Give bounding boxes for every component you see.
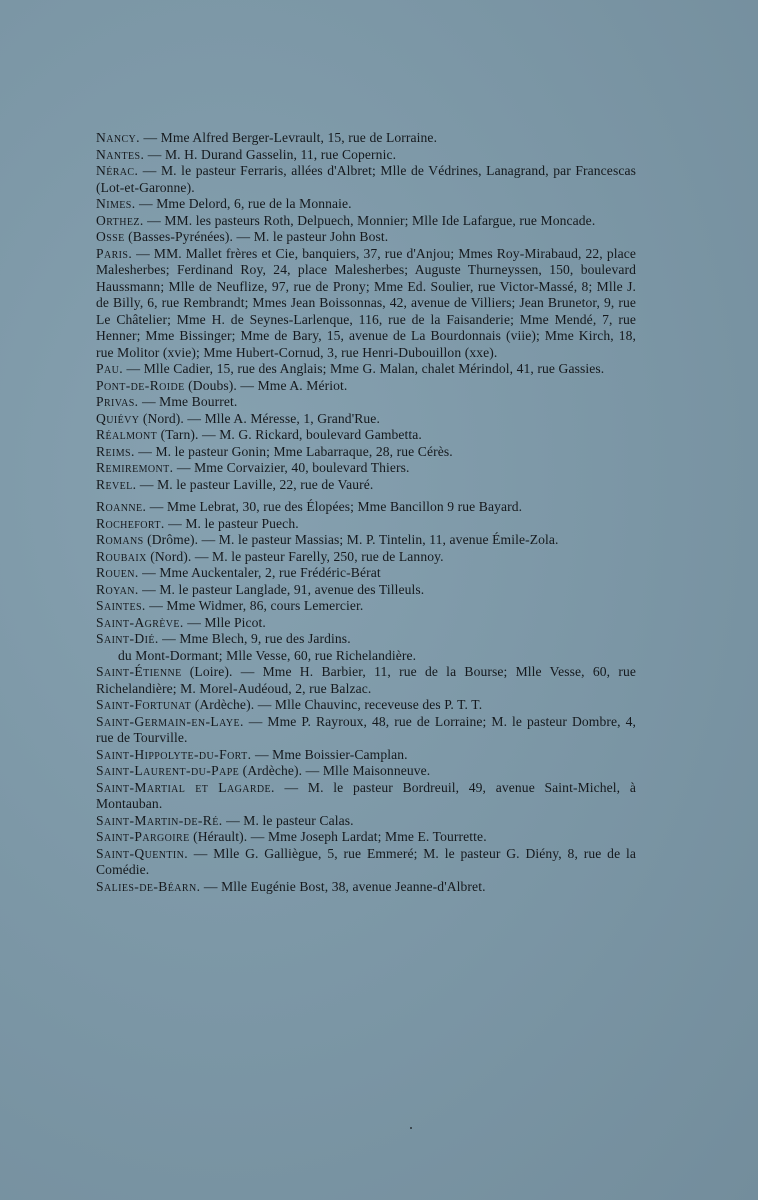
list-item	[96, 196, 636, 213]
address-list	[96, 130, 636, 895]
place-name: Nancy.	[96, 130, 140, 145]
list-item	[96, 549, 636, 566]
list-item	[96, 460, 636, 477]
place-name: Royan.	[96, 581, 139, 597]
list-item	[96, 378, 636, 395]
list-item	[96, 813, 636, 830]
entry-text: (Ardèche). — Mlle Maisonneuve.	[239, 763, 431, 778]
entry-text: (Ardèche). — Mlle Chauvinc, receveuse des P. T. T.	[191, 697, 483, 712]
entry-text: — M. le pasteur Langlade, 91, avenue des Tilleuls.	[138, 581, 425, 597]
list-item	[96, 664, 636, 697]
entry-text: — Mme Boissier-Camplan.	[251, 746, 408, 762]
entry-text: — Mlle Eugénie Bost, 38, avenue Jeanne-d'Albret.	[200, 878, 486, 894]
place-name: Pau.	[96, 361, 124, 376]
list-item	[96, 477, 636, 494]
entry-text: — Mlle Picot.	[183, 614, 266, 630]
place-name: Roanne.	[96, 499, 147, 514]
place-name: Reims.	[96, 443, 135, 459]
entry-text: — M. le pasteur Calas.	[222, 812, 354, 828]
entry-text: — MM. Mallet frères et Cie, banquiers, 37, rue d'Anjou; Mmes Roy-Mirabaud, 22, place Malesherbes; Ferdinand Roy, 24, place Malesherbes; Auguste Thurneyssen, 150, boulevard Haussmann; Mlle de Neuflize, 97, rue de Prony; Mme Ed. Soulier, rue Victor-Massé, 8; Mlle J. de Billy, 6, rue Rembrandt; Mmes Jean Boissonnas, 42, avenue de Villiers; Jean Brunetor, 9, rue Le Châtelier; Mme H. de Seynes-Larlenque, 116, rue de la Faisanderie; Mme Mendé, 7, rue Henner; Mme Bissinger; Mme de Bary, 15, avenue de La Bourdonnais (viie); Mme Kirch, 18, rue Molitor (xvie); Mme Hubert-Cornud, 3, rue Henri-Dubouillon (xxe).	[96, 245, 636, 360]
place-name: Saint-Fortunat	[96, 697, 192, 712]
entry-text: — Mlle G. Galliègue, 5, rue Emmeré; M. le pasteur G. Diény, 8, rue de la Comédie.	[96, 845, 636, 877]
place-name: Rochefort.	[96, 515, 165, 531]
entry-text: — M. le pasteur Puech.	[164, 515, 299, 531]
entry-text: — Mme Widmer, 86, cours Lemercier.	[145, 598, 364, 613]
list-item	[96, 361, 636, 378]
entry-text: (Doubs). — Mme A. Mériot.	[184, 377, 348, 393]
entry-text: — M. le pasteur Ferraris, allées d'Albret; Mlle de Védrines, Lanagrand, par Francescas (Lot-et-Garonne).	[96, 163, 636, 195]
list-item	[96, 846, 636, 879]
entry-text: — Mme Auckentaler, 2, rue Frédéric-Bérat	[138, 565, 381, 580]
list-item	[96, 565, 636, 582]
place-name: Saintes.	[96, 598, 146, 613]
list-item	[96, 747, 636, 764]
entry-text: (Drôme). — M. le pasteur Massias; M. P. Tintelin, 11, avenue Émile-Zola.	[143, 532, 559, 547]
list-item	[96, 499, 636, 516]
list-item	[96, 714, 636, 747]
list-item	[96, 582, 636, 599]
entry-text: — M. H. Durand Gasselin, 11, rue Copernic.	[144, 146, 397, 162]
entry-text: — Mme Lebrat, 30, rue des Élopées; Mme Bancillon 9 rue Bayard.	[146, 499, 523, 514]
place-name: Privas.	[96, 394, 139, 409]
list-item	[96, 631, 636, 664]
place-name: Saint-Pargoire	[96, 829, 190, 844]
entry-text: (Nord). — M. le pasteur Farelly, 250, rue de Lannoy.	[146, 548, 444, 564]
list-item	[96, 394, 636, 411]
entry-text: — MM. les pasteurs Roth, Delpuech, Monnier; Mlle Ide Lafargue, rue Moncade.	[143, 212, 596, 228]
place-name: Saint-Quentin.	[96, 845, 188, 861]
entry-text: — Mme Bourret.	[138, 394, 238, 409]
list-item	[96, 411, 636, 428]
place-name: Osse	[96, 229, 125, 244]
entry-text: — Mlle Cadier, 15, rue des Anglais; Mme G. Malan, chalet Mérindol, 41, rue Gassies.	[123, 361, 605, 376]
list-item	[96, 229, 636, 246]
list-item	[96, 147, 636, 164]
list-item	[96, 598, 636, 615]
list-item	[96, 163, 636, 196]
place-name: Salies-de-Béarn.	[96, 878, 201, 894]
place-name: Romans	[96, 532, 144, 547]
place-name: Saint-Germain-en-Laye.	[96, 713, 244, 729]
entry-text: — Mme Delord, 6, rue de la Monnaie.	[135, 196, 352, 211]
place-name: Revel.	[96, 476, 137, 492]
place-name: Réalmont	[96, 427, 158, 442]
ink-speck	[410, 1127, 412, 1129]
list-item	[96, 427, 636, 444]
place-name: Saint-Hippolyte-du-Fort.	[96, 746, 252, 762]
place-name: Saint-Agrève.	[96, 614, 184, 630]
place-name: Quiévy	[96, 410, 140, 426]
list-item	[96, 615, 636, 632]
place-name: Orthez.	[96, 212, 144, 228]
entry-text: — M. le pasteur Bordreuil, 49, avenue Saint-Michel, à Montauban.	[96, 779, 636, 811]
entry-continuation: du Mont-Dormant; Mlle Vesse, 60, rue Richelandière.	[118, 647, 417, 663]
entry-text: — Mme Blech, 9, rue des Jardins.	[158, 631, 351, 646]
list-item	[96, 532, 636, 549]
entry-text: (Nord). — Mlle A. Méresse, 1, Grand'Rue.	[139, 410, 380, 426]
list-item	[96, 213, 636, 230]
place-name: Saint-Dié.	[96, 631, 159, 646]
place-name: Pont-de-Roide	[96, 377, 185, 393]
list-item	[96, 444, 636, 461]
place-name: Nantes.	[96, 146, 145, 162]
entry-text: (Basses-Pyrénées). — M. le pasteur John Bost.	[124, 229, 389, 244]
place-name: Paris.	[96, 245, 133, 261]
entry-text: — Mme Alfred Berger-Levrault, 15, rue de Lorraine.	[139, 130, 438, 145]
place-name: Nérac.	[96, 163, 139, 178]
entry-text: — M. le pasteur Laville, 22, rue de Vauré.	[136, 476, 374, 492]
list-item	[96, 697, 636, 714]
list-item	[96, 516, 636, 533]
place-name: Nimes.	[96, 196, 136, 211]
place-name: Saint-Martial et Lagarde.	[96, 779, 275, 795]
place-name: Remiremont.	[96, 460, 174, 475]
place-name: Saint-Martin-de-Ré.	[96, 812, 223, 828]
list-item	[96, 780, 636, 813]
entry-text: (Loire). — Mme H. Barbier, 11, rue de la Bourse; Mlle Vesse, 60, rue Richelandière; M. Morel-Audéoud, 2, rue Balzac.	[96, 664, 636, 696]
place-name: Saint-Étienne	[96, 664, 182, 679]
place-name: Roubaix	[96, 548, 147, 564]
entry-text: (Hérault). — Mme Joseph Lardat; Mme E. Tourrette.	[189, 829, 487, 844]
entry-text: — Mme P. Rayroux, 48, rue de Lorraine; M. le pasteur Dombre, 4, rue de Tourville.	[96, 713, 636, 745]
list-item	[96, 829, 636, 846]
list-item	[96, 246, 636, 362]
entry-text: (Tarn). — M. G. Rickard, boulevard Gambetta.	[157, 427, 422, 442]
list-item	[96, 879, 636, 896]
entry-text: — M. le pasteur Gonin; Mme Labarraque, 28, rue Cérès.	[134, 443, 453, 459]
entry-text: — Mme Corvaizier, 40, boulevard Thiers.	[173, 460, 410, 475]
place-name: Saint-Laurent-du-Pape	[96, 763, 240, 778]
list-item	[96, 763, 636, 780]
list-item	[96, 130, 636, 147]
place-name: Rouen.	[96, 565, 139, 580]
